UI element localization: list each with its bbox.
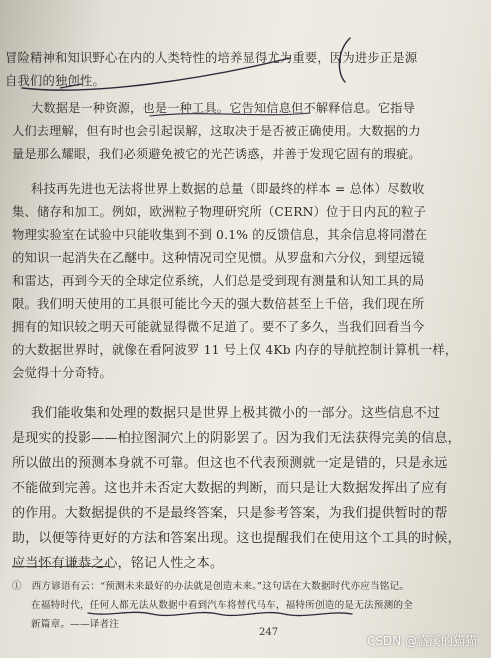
text-line: 人们去理解，但有时也会引起误解，这取决于是否被正确使用。大数据的力 <box>12 124 421 138</box>
page-number: 247 <box>259 627 279 638</box>
text-line: 应当怀有谦恭之心，铭记人性之本。 <box>12 556 224 571</box>
text-line: 限。我们明天使用的工具很可能比今天的强大数倍甚至上千倍，我们现在所 <box>12 297 425 311</box>
text-line: 科技再先进也无法将世界上数据的总量（即最终的样本 = 总体）尽数收 <box>31 182 425 196</box>
text-line: 会觉得十分奇特。 <box>12 366 112 380</box>
text-line: 集、储存和加工。例如，欧洲粒子物理研究所（CERN）位于日内瓦的粒子 <box>12 205 427 219</box>
text-line: 是现实的投影——柏拉图洞穴上的阴影罢了。因为我们无法获得完美的信息， <box>12 431 461 446</box>
text-line: 的作用。大数据提供的不是最终答案，只是参考答案，为我们提供暂时的帮 <box>12 506 448 521</box>
text-line: 所以做出的预测本身就不可靠。但这也不代表预测就一定是错的，只是永远 <box>12 456 448 471</box>
text-line: 量是那么耀眼，我们必须避免被它的光芒诱惑，并善于发现它固有的瑕疵。 <box>12 147 421 161</box>
text-line: 助，以便等待更好的方法和答案出现。这也提醒我们在使用这个工具的时候， <box>12 531 461 546</box>
text-line: 物理实验室在试验中只能收集到不到 0.1% 的反馈信息，其余信息将同潜在 <box>12 228 428 242</box>
watermark-text: CSDN @盛溪的猫猫 <box>366 634 477 648</box>
text-line: 大数据是一种资源，也是一种工具。它告知信息但不解释信息。它指导 <box>31 101 416 115</box>
text-line: 冒险精神和知识野心在内的人类特性的培养显得尤为重要，因为进步正是源 <box>5 51 418 65</box>
text-line: 自我们的独创性。 <box>5 74 105 88</box>
text-line: 我们能收集和处理的数据只是世界上极其微小的一部分。这些信息不过 <box>31 406 441 421</box>
text-line: 和雷达，再到今天的全球定位系统，人们总是受到现有测量和认知工具的局 <box>12 274 425 288</box>
footnote-rule <box>12 566 110 567</box>
text-line: ① 西方谚语有云：“预测未来最好的办法就是创造未来。”这句话在大数据时代亦应当铭记。 <box>12 581 410 592</box>
text-line: 的大数据世界时，就像在看阿波罗 11 号上仅 4Kb 内存的导航控制计算机一样， <box>12 343 458 357</box>
text-line: 不能做到完善。这也并未否定大数据的判断，而只是让大数据发挥出了应有 <box>12 481 448 496</box>
text-line: 的知识一起消失在乙醚中。这种情况司空见惯。从罗盘和六分仪，到望远镜 <box>12 251 425 265</box>
text-line: 新篇章。——译者注 <box>31 619 120 630</box>
text-line: 拥有的知识较之明天可能就显得微不足道了。要不了多久，当我们回看当今 <box>12 320 425 334</box>
text-line: 在福特时代，任何人都无法从数据中看到汽车将替代马车，福特所创造的是无法预测的全 <box>31 600 413 611</box>
